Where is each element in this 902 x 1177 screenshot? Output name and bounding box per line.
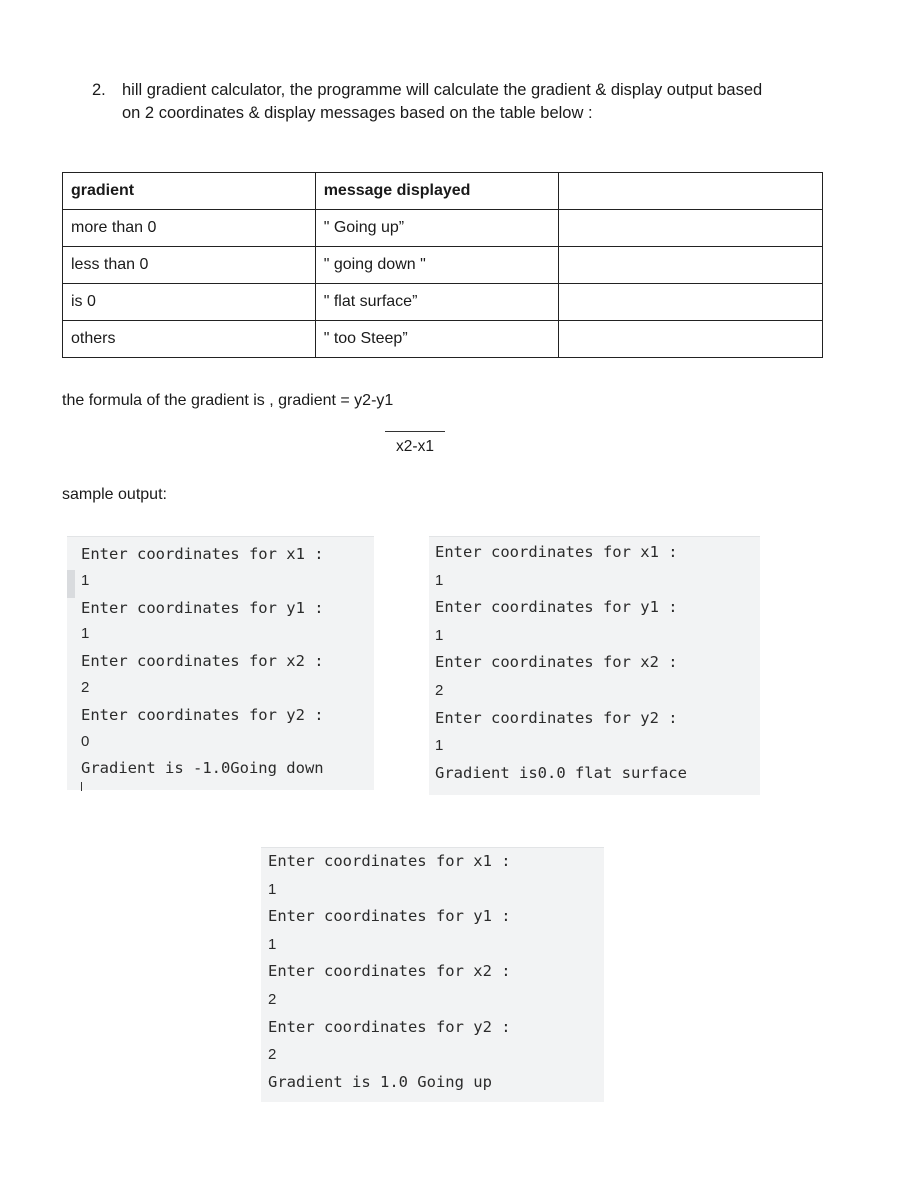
table-cell: " Going up” [315,210,559,247]
text-cursor [81,782,82,791]
console-line: 0 [81,732,90,750]
console-gutter-marker [67,570,75,598]
console-line: 1 [435,737,444,755]
question-line-1: hill gradient calculator, the programme will calculate the gradient & display output based [122,81,763,99]
console-line: 2 [268,990,277,1008]
table-row [63,210,823,247]
table-cell [559,247,823,284]
console-line: 1 [268,935,277,953]
console-line: Enter coordinates for y1 : [81,598,324,617]
sample-output-label: sample output: [62,486,167,503]
table-cell [559,210,823,247]
table-row [63,247,823,284]
console-line: Gradient is 1.0 Going up [268,1072,492,1091]
console-line: 1 [435,626,444,644]
console-line: Enter coordinates for x2 : [81,652,324,671]
console-line: Enter coordinates for y2 : [435,708,678,727]
console-line: 1 [435,571,444,589]
console-line: Enter coordinates for y2 : [268,1017,511,1036]
table-cell: is 0 [63,284,316,321]
table-cell: " going down " [315,247,559,284]
table-cell: others [63,321,316,358]
header-empty [559,173,823,210]
console-line: Gradient is0.0 flat surface [435,763,687,782]
table-cell [559,284,823,321]
console-line: Enter coordinates for x1 : [268,852,511,870]
question-line-2: on 2 coordinates & display messages based on the table below : [122,104,593,122]
console-line: 1 [81,625,90,643]
console-output-flat-surface [429,536,760,795]
console-line: Enter coordinates for y2 : [81,705,324,724]
table-cell: " flat surface” [315,284,559,321]
console-line: Enter coordinates for x1 : [435,543,678,561]
table-header-row [63,173,823,210]
table-row [63,321,823,358]
console-line: Enter coordinates for y1 : [268,907,511,926]
console-line: Enter coordinates for x1 : [81,545,324,563]
header-message-displayed: message displayed [315,173,559,210]
formula-text: the formula of the gradient is , gradient = y2-y1 [62,392,394,409]
console-line: 2 [435,681,444,699]
table-cell: " too Steep” [315,321,559,358]
console-line: 2 [268,1046,277,1064]
console-line: 2 [81,678,90,696]
formula-denominator: x2-x1 [385,431,445,456]
table-cell: less than 0 [63,247,316,284]
table-cell: more than 0 [63,210,316,247]
console-line: 1 [81,571,90,589]
gradient-message-table [62,172,823,358]
console-line: 1 [268,880,277,898]
table-cell [559,321,823,358]
console-line: Enter coordinates for y1 : [435,598,678,617]
console-output-going-up [261,847,604,1102]
console-line: Enter coordinates for x2 : [435,653,678,672]
header-gradient: gradient [63,173,316,210]
console-output-going-down [67,536,374,790]
console-line: Gradient is -1.0Going down [81,759,324,778]
question-number: 2. [92,81,106,99]
table-row [63,284,823,321]
console-line: Enter coordinates for x2 : [268,962,511,981]
question-text [92,79,832,125]
